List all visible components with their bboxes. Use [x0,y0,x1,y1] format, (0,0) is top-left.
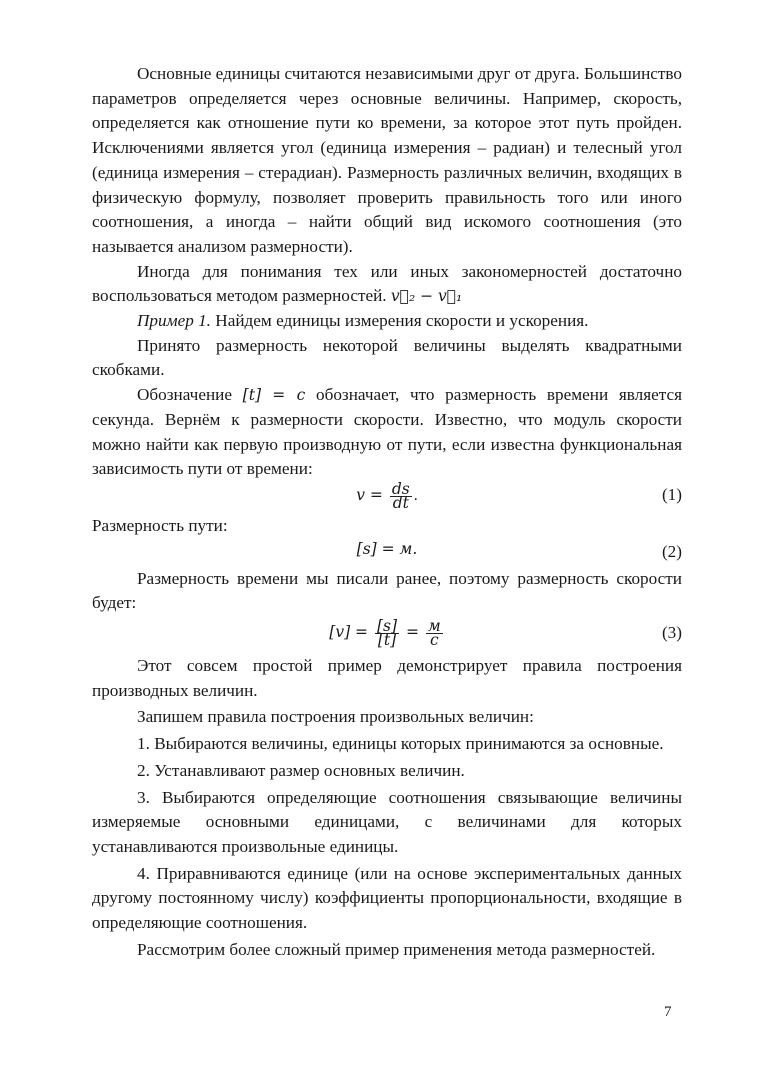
equation-2: [s] = м. (2) [356,539,682,561]
inline-formula: v⃗₂ − v⃗₁ [390,287,463,306]
paragraph: Иногда для понимания тех или иных закономерностей достаточно воспользоваться методом размерностей. v⃗₂ − v⃗₁ [92,261,682,306]
list-item: 3. Выбираются определяющие соотношения связывающие величины измеряемые основными единицами, с величинами для которых устанавливаются произвольные единицы. [92,787,682,856]
paragraph: Этот совсем простой пример демонстрирует правила построения производных величин. [92,656,682,700]
paragraph: Обозначение [t] = с обозначает, что размерность времени является секунда. Вернём к размерности скорости. Известно, что модуль скорости можно найти как первую производную от пути, если известна функциональная зависимость пути от времени: [92,385,682,479]
fraction: $\frac{ds}{dt}$ [391,479,410,512]
paragraph: Размерность пути: [92,515,228,535]
list-item: 2. Устанавливают размер основных величин. [137,760,465,780]
list-item: 4. Приравниваются единице (или на основе экспериментальных данных другому постоянному числу) коэффициенты пропорциональности, входящие в определяющие соотношения. [92,863,682,933]
equation-1: v = $\frac{ds}{dt}$ . (1) [356,479,682,512]
example-heading: Пример 1. Найдем единицы измерения скорости и ускорения. [137,311,589,331]
inline-formula: [t] = с [242,386,306,405]
document-page [92,62,682,963]
paragraph: Размерность времени мы писали ранее, поэтому размерность скорости будет: [92,568,682,613]
equation-3: [v] = $\frac{[s]}{[t]}$ = $\frac{м}{с}$ (3) [329,617,682,650]
paragraph: Рассмотрим более сложный пример применения метода размерностей. [137,939,656,959]
fraction: $\frac{м}{с}$ [427,617,441,650]
equation-number: (3) [661,623,682,643]
paragraph: Принято размерность некоторой величины выделять квадратными скобками. [92,335,682,380]
fraction: $\frac{[s]}{[t]}$ [376,617,398,650]
example-label: Пример 1. [137,311,211,331]
equation-number: (2) [661,541,682,561]
page-number: 7 [664,1004,672,1020]
paragraph: Основные единицы считаются независимыми друг от друга. Большинство параметров определяется через основные величины. Например, скорость, определяется как отношение пути ко времени, за которое этот путь пройден. Исключениями является угол (единица измерения – радиан) и телесный угол (единица измерения – стерадиан). Размерность различных величин, входящих в физическую формулу, позволяет проверить правильность того или иного соотношения, а иногда – найти общий вид искомого соотношения (это называется анализом размерности). [92,64,682,256]
equation-number: (1) [661,484,682,504]
paragraph: Запишем правила построения произвольных величин: [137,707,534,727]
list-item: 1. Выбираются величины, единицы которых принимаются за основные. [137,734,664,754]
